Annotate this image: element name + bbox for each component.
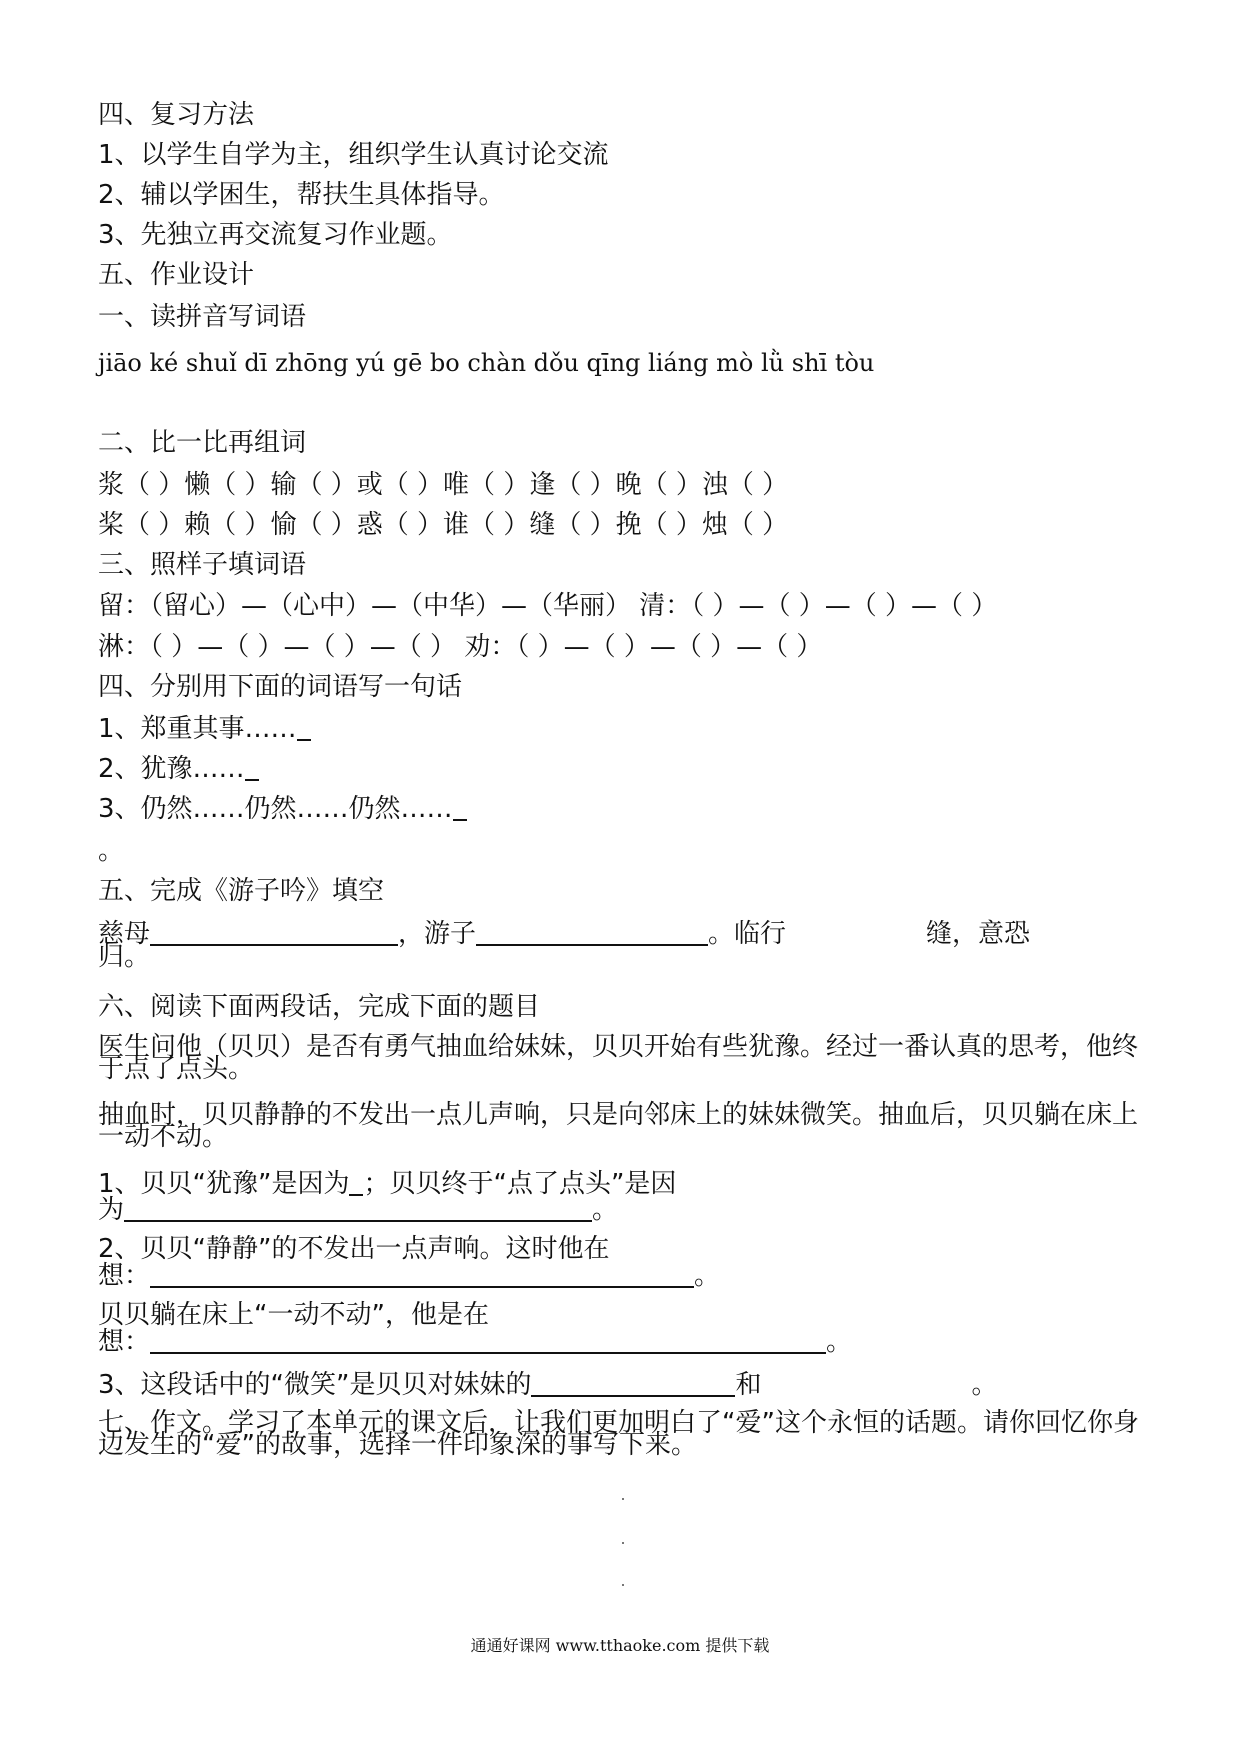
stray-dot (622, 1498, 624, 1500)
question-line: 贝贝躺在床上“一动不动”，他是在 (98, 1300, 489, 1330)
reading-paragraph: 抽血时，贝贝静静的不发出一点儿声响，只是向邻床上的妹妹微笑。抽血后，贝贝躺在床上一动不动。 (98, 1100, 1139, 1152)
answer-line: 想： 。 (98, 1261, 721, 1291)
question-title: 四、分别用下面的词语写一句话 (98, 672, 463, 702)
question-title: 二、比一比再组词 (98, 428, 307, 458)
compare-row: 桨（ ）赖（ ）愉（ ）惑（ ）谁（ ）缝（ ）挽（ ）烛（ ） (98, 510, 789, 540)
question-title: 一、读拼音写词语 (98, 302, 307, 332)
answer-line: 想： 。 (98, 1327, 853, 1357)
sentence-item: 1、郑重其事…… (98, 714, 311, 744)
question-title: 六、阅读下面两段话，完成下面的题目 (98, 992, 541, 1022)
poem-fill-line: 慈母 ，游子 。临行 缝，意恐 (98, 919, 1031, 949)
list-item: 1、以学生自学为主，组织学生认真讨论交流 (98, 140, 609, 170)
composition-prompt: 七、作文。学习了本单元的课文后，让我们更加明白了“爱”这个永恒的话题。请你回忆你身边发生的“爱”的故事，选择一件印象深的事写下来。 (98, 1408, 1139, 1460)
section-title: 四、复习方法 (98, 100, 255, 130)
period-mark: 。 (98, 836, 125, 866)
sentence-item: 2、犹豫…… (98, 754, 259, 784)
answer-line: 为 。 (98, 1195, 619, 1225)
reading-paragraph: 医生问他（贝贝）是否有勇气抽血给妹妹，贝贝开始有些犹豫。经过一番认真的思考，他终于点了点头。 (98, 1032, 1139, 1084)
question-line: 3、这段话中的“微笑”是贝贝对妹妹的 和 。 (98, 1370, 998, 1400)
question-title: 三、照样子填词语 (98, 550, 307, 580)
poem-fill-tail: 归。 (98, 942, 151, 972)
list-item: 2、辅以学困生，帮扶生具体指导。 (98, 180, 505, 210)
list-item: 3、先独立再交流复习作业题。 (98, 220, 453, 250)
fill-row: 留：（留心）—（心中）—（中华）—（华丽） 清：（ ）—（ ）—（ ）—（ ） (98, 591, 998, 621)
footer-source: 通通好课网 www.tthaoke.com 提供下载 (470, 1636, 770, 1655)
pinyin-line: jiāo ké shuǐ dī zhōng yú gē bo chàn dǒu qīng liáng mò lǜ shī tòu (98, 349, 875, 377)
section-title: 五、作业设计 (98, 260, 255, 290)
stray-dot (622, 1584, 624, 1586)
sentence-item: 3、仍然……仍然……仍然…… (98, 794, 467, 824)
question-line: 1、贝贝“犹豫”是因为 ；贝贝终于“点了点头”是因 (98, 1169, 677, 1199)
question-title: 五、完成《游子吟》填空 (98, 876, 385, 906)
stray-dot (622, 1542, 624, 1544)
question-line: 2、贝贝“静静”的不发出一点声响。这时他在 (98, 1234, 610, 1264)
fill-row: 淋：（ ）—（ ）—（ ）—（ ） 劝：（ ）—（ ）—（ ）—（ ） (98, 632, 823, 662)
compare-row: 浆（ ）懒（ ）输（ ）或（ ）唯（ ）逢（ ）晚（ ）浊（ ） (98, 470, 789, 500)
